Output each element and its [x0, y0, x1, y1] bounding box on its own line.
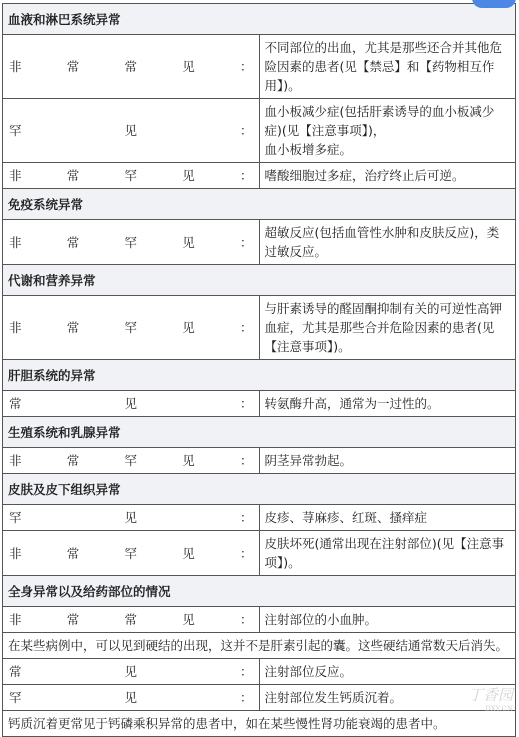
adverse-reactions-document: [2, 3, 516, 737]
frequency-cell: 非常罕见：: [3, 448, 260, 474]
section-title: 全身异常以及给药部位的情况: [3, 576, 516, 607]
table-row: [3, 35, 516, 99]
watermark-subtext: DXY.CN: [484, 705, 513, 713]
table-row: [3, 531, 516, 576]
section-title: 皮肤及皮下组织异常: [3, 474, 516, 505]
reaction-cell: 阴茎异常勃起。: [259, 448, 516, 474]
watermark-text: 丁香园: [467, 686, 513, 704]
frequency-cell: 非常罕见：: [3, 163, 260, 189]
table-row: [3, 220, 516, 265]
adverse-reactions-table: [2, 3, 516, 737]
section-title: 免疫系统异常: [3, 189, 516, 220]
table-row: [3, 607, 516, 633]
frequency-cell: 常见：: [3, 659, 260, 685]
table-row: [3, 685, 516, 711]
reaction-cell: 不同部位的出血，尤其是那些还合并其他危险因素的患者(见【禁忌】和【药物相互作用】)。: [259, 35, 516, 99]
table-row: [3, 505, 516, 531]
frequency-cell: 罕见：: [3, 685, 260, 711]
reaction-cell: 嗜酸细胞过多症，治疗终止后可逆。: [259, 163, 516, 189]
table-row: [3, 296, 516, 360]
reaction-cell: 超敏反应(包括血管性水肿和皮肤反应)，类过敏反应。: [259, 220, 516, 265]
frequency-cell: 罕见：: [3, 505, 260, 531]
section-title: 血液和淋巴系统异常: [3, 4, 516, 35]
table-row: [3, 163, 516, 189]
section-title: 肝胆系统的异常: [3, 360, 516, 391]
frequency-cell: 常见：: [3, 391, 260, 417]
frequency-cell: 非常罕见：: [3, 531, 260, 576]
frequency-cell: 非常罕见：: [3, 296, 260, 360]
section-header-row: [3, 417, 516, 448]
reaction-cell: 与肝素诱导的醛固酮抑制有关的可逆性高钾血症，尤其是那些合并危险因素的患者(见【注意事项】)。: [259, 296, 516, 360]
section-header-row: [3, 4, 516, 35]
table-row: [3, 99, 516, 163]
frequency-cell: 非常罕见：: [3, 220, 260, 265]
reaction-cell: 注射部位发生钙质沉着。: [259, 685, 516, 711]
section-header-row: [3, 265, 516, 296]
watermark-logo: [468, 684, 513, 713]
reaction-cell: 皮肤坏死(通常出现在注射部位)(见【注意事项】)。: [259, 531, 516, 576]
section-header-row: [3, 576, 516, 607]
note-cell: 钙质沉着更常见于钙磷乘积异常的患者中，如在某些慢性肾功能衰竭的患者中。: [3, 711, 516, 737]
frequency-cell: 非常常见：: [3, 607, 260, 633]
section-title: 代谢和营养异常: [3, 265, 516, 296]
reaction-cell: 转氨酶升高，通常为一过性的。: [259, 391, 516, 417]
reaction-cell: 注射部位的小血肿。: [259, 607, 516, 633]
section-header-row: [3, 360, 516, 391]
section-header-row: [3, 474, 516, 505]
frequency-cell: 罕见：: [3, 99, 260, 163]
reaction-cell: 注射部位反应。: [259, 659, 516, 685]
note-cell: 在某些病例中，可以见到硬结的出现，这并不是肝素引起的囊。这些硬结通常数天后消失。: [3, 633, 516, 659]
reaction-cell: 皮疹、荨麻疹、红斑、搔痒症: [259, 505, 516, 531]
corner-tab[interactable]: [472, 0, 516, 8]
reaction-cell: 血小板减少症(包括肝素诱导的血小板减少症)(见【注意事项】)， 血小板增多症。: [259, 99, 516, 163]
table-row: [3, 711, 516, 737]
table-row: [3, 659, 516, 685]
table-row: [3, 391, 516, 417]
table-row: [3, 633, 516, 659]
section-title: 生殖系统和乳腺异常: [3, 417, 516, 448]
frequency-cell: 非常常见：: [3, 35, 260, 99]
table-row: [3, 448, 516, 474]
section-header-row: [3, 189, 516, 220]
